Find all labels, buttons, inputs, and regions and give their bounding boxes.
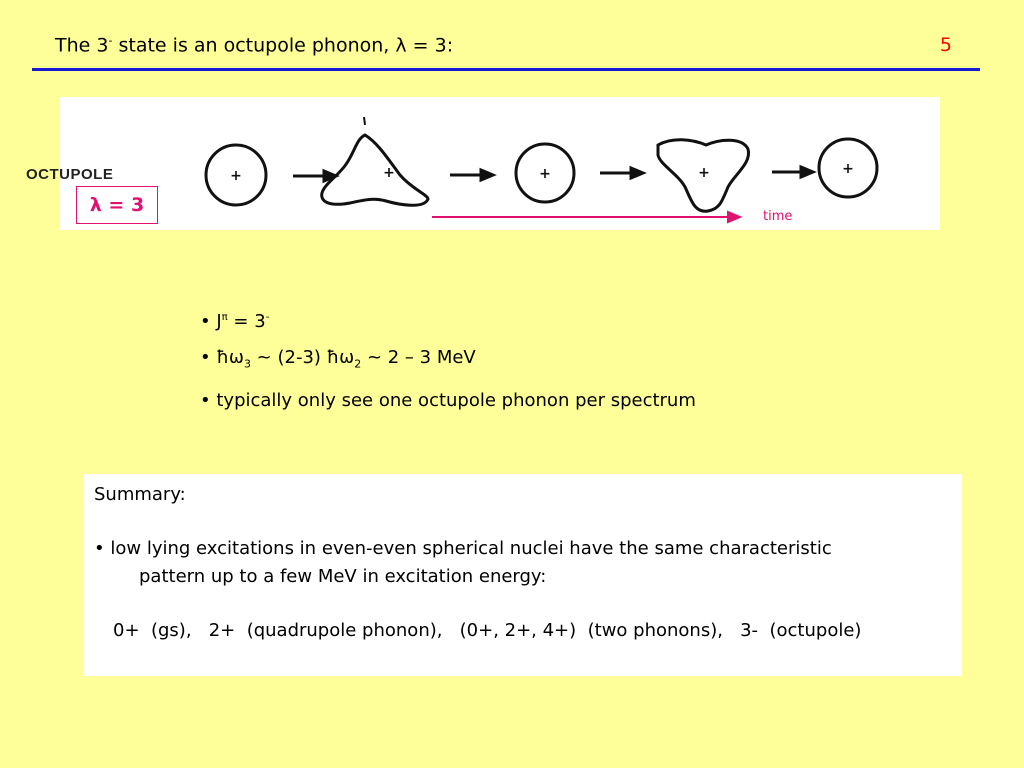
energy-range: ~ 2 – 3 MeV <box>361 347 476 368</box>
octupole-diagram <box>60 97 940 230</box>
summary-line-1 <box>94 538 832 559</box>
bullet-minus: - <box>265 312 270 323</box>
sub-2: 2 <box>354 357 362 371</box>
summary-line-2: pattern up to a few MeV in excitation energy: <box>139 566 547 587</box>
time-label: time <box>763 209 793 224</box>
bullet-energy <box>200 340 696 383</box>
lambda-box: λ = 3 <box>76 186 158 224</box>
title-middle: state is an octupole phonon, <box>112 34 396 57</box>
center-mark-3: + <box>539 166 551 182</box>
arrow-1-head <box>324 171 336 181</box>
title-superscript: - <box>108 34 113 47</box>
bullet-mark: • <box>200 311 211 332</box>
bullet-mark: • <box>200 347 211 368</box>
summary-box <box>83 474 962 676</box>
sub-3: 3 <box>243 357 251 371</box>
arrow-2-head <box>481 170 493 180</box>
bullet-typically <box>200 383 696 419</box>
summary-states: 0+ (gs), 2+ (quadrupole phonon), (0+, 2+, 4+) (two phonons), 3- (octupole) <box>113 620 862 641</box>
octupole-label: OCTUPOLE <box>26 166 114 183</box>
title-suffix: = 3: <box>406 34 454 57</box>
octupole-shapes <box>60 97 940 230</box>
title-divider <box>32 68 980 71</box>
center-mark-1: + <box>230 168 242 184</box>
bullet-j: J <box>216 311 222 332</box>
bullet-spin-parity <box>200 300 696 340</box>
page-number: 5 <box>939 34 952 56</box>
center-mark-5: + <box>842 161 854 177</box>
hbar-omega-3: ħω <box>216 347 244 368</box>
summary-heading: Summary: <box>94 484 186 505</box>
summary-bullet: • <box>94 538 105 559</box>
arrow-3-head <box>631 168 643 178</box>
bullet-eq: = 3 <box>227 311 266 332</box>
octupole-shape-triangle <box>322 135 428 205</box>
hbar-omega-2: ~ (2-3) ħω <box>250 347 355 368</box>
center-mark-4: + <box>698 165 710 181</box>
shape-tick-mark <box>364 117 365 125</box>
slide-title <box>55 34 453 56</box>
bullet-list <box>200 300 696 419</box>
bullet-mark: • <box>200 389 211 411</box>
time-arrow-head <box>728 212 740 222</box>
arrow-4-head <box>801 167 813 177</box>
title-prefix: The 3 <box>55 34 109 57</box>
bullet-text: typically only see one octupole phonon per spectrum <box>216 389 696 411</box>
summary-text-1: low lying excitations in even-even spherical nuclei have the same characteristic <box>110 538 832 559</box>
bullet-pi: π <box>221 312 228 323</box>
center-mark-2: + <box>383 165 395 181</box>
title-lambda: λ <box>395 34 407 57</box>
